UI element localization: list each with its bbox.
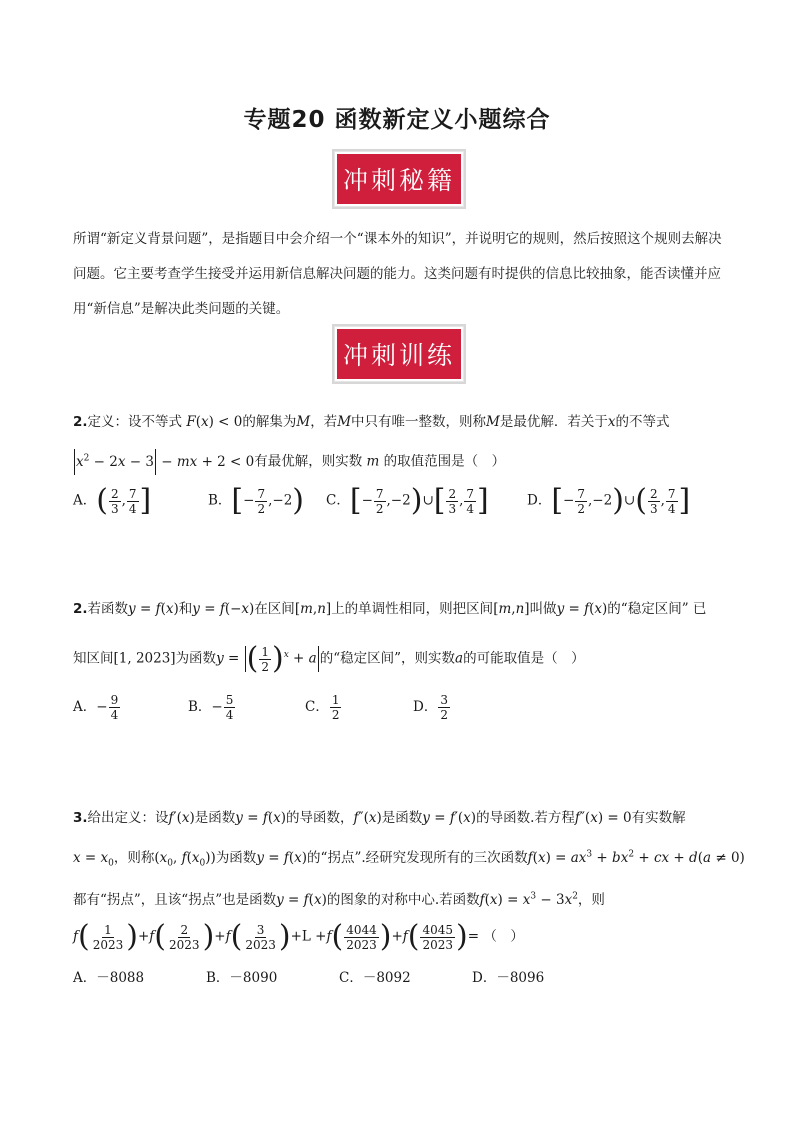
- option-c[interactable]: C． $\frac{1}{2}$: [305, 693, 340, 722]
- question-1-options: [73, 483, 733, 526]
- option-a[interactable]: A．－8088: [73, 970, 145, 986]
- option-b[interactable]: B．－8090: [206, 970, 278, 986]
- option-a[interactable]: A．− $\frac{9}{4}$: [73, 693, 119, 722]
- option-c[interactable]: C．[− $\frac{7}{2}$ ,−2)∪[ $\frac{2}{3}$ , $\frac{7}{4}$ ]: [326, 483, 489, 518]
- question-2-options: [73, 693, 573, 729]
- question-2-line-1: 2.若函数y = f(x)和y = f(−x)在区间[m,n]上的单调性相同，则把区间[m,n]叫做y = f(x)的“稳定区间” 已: [73, 601, 707, 617]
- option-b[interactable]: B．[− $\frac{7}{2}$ ,−2): [208, 483, 305, 518]
- option-b[interactable]: B．− $\frac{5}{4}$: [188, 693, 234, 722]
- option-c[interactable]: C．－8092: [339, 970, 411, 986]
- option-d[interactable]: D．－8096: [472, 970, 545, 986]
- option-a[interactable]: A．( $\frac{2}{3}$ , $\frac{7}{4}$ ]: [73, 483, 152, 518]
- question-3-line-3: 都有“拐点”，且该“拐点”也是函数y = f(x)的图象的对称中心.若函数$f(x) = x^3 - 3x^2$，则: [73, 891, 605, 908]
- question-1-line-1: 2.定义：设不等式 F(x) < 0的解集为M，若M中只有唯一整数，则称M是最优解．若关于x的不等式: [73, 414, 670, 430]
- intro-paragraph: 所谓“新定义背景问题”，是指题目中会介绍一个“课本外的知识”，并说明它的规则，然后按照这个规则去解决问题。它主要考查学生接受并运用新信息解决问题的能力。这类问题有时提供的信息比较抽象，能否读懂并应用“新信息”是解决此类问题的关键。: [73, 231, 722, 317]
- section-badge-secrets: 冲刺秘籍: [335, 152, 463, 206]
- math-expression: F: [186, 414, 196, 430]
- page-title: 专题20 函数新定义小题综合: [243, 107, 551, 133]
- question-2-line-2: 知区间[1, 2023]为函数y = ( $\frac{1}{2}$ )$^x$ + a 的“稳定区间”，则实数a的可能取值是（ ）: [73, 641, 585, 676]
- question-3-line-4: f( $\frac{1}{2023}$ )+f( $\frac{2}{2023}$ )+f( $\frac{3}{2023}$ )+L +f( $\frac{4044}{2023}$ )+f( $\frac{4045}{2023}$ )= （ ）: [73, 919, 524, 954]
- question-number: 2.: [73, 601, 88, 617]
- question-3-line-2: $x = x_0$，则称($x_0$, $f(x_0)$)为函数y = f(x)的“拐点”.经研究发现所有的三次函数$f(x) = ax^3 + bx^2$ + cx + d(a ≠ 0): [73, 849, 745, 869]
- math-expression: $x^2 - 2x - 3$ − mx + 2 < 0: [73, 454, 254, 470]
- question-3-options: [73, 966, 673, 988]
- option-d[interactable]: D． $\frac{3}{2}$: [413, 693, 448, 722]
- question-number: 3.: [73, 810, 88, 826]
- question-number: 2.: [73, 414, 88, 430]
- question-1-line-2: $x^2 - 2x - 3$ − mx + 2 < 0有最优解，则实数 m 的取值范围是（ ）: [73, 449, 733, 475]
- section-badge-training: 冲刺训练: [335, 327, 463, 381]
- option-d[interactable]: D．[− $\frac{7}{2}$ ,−2)∪( $\frac{2}{3}$ , $\frac{7}{4}$ ]: [527, 483, 691, 518]
- question-3-line-1: 3.给出定义：设f′(x)是函数y = f(x)的导函数，f″(x)是函数y = f′(x)的导函数.若方程f″(x) = 0有实数解: [73, 810, 686, 826]
